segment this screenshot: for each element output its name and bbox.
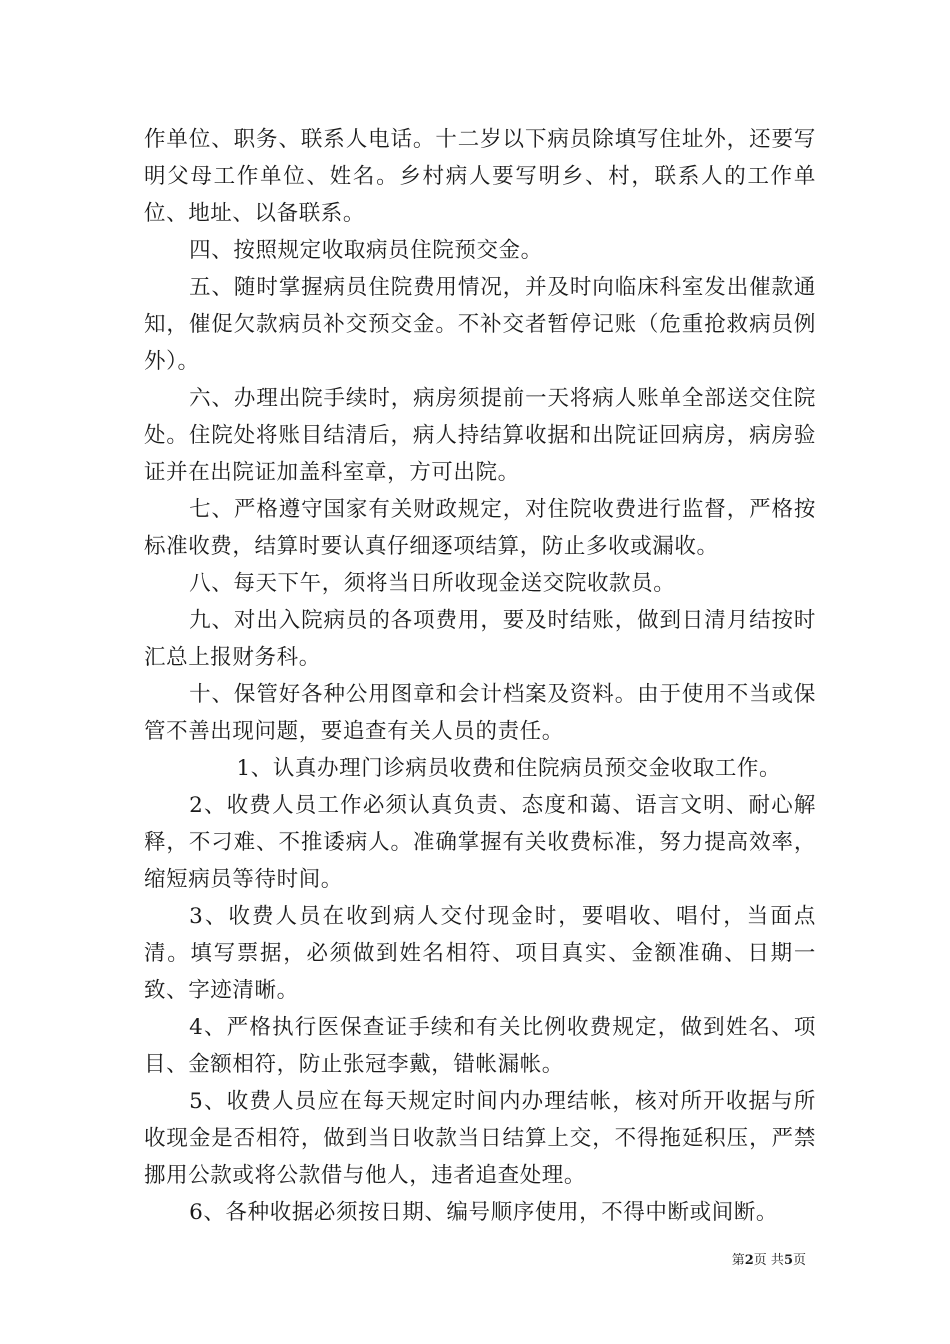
paragraph: 十、保管好各种公用图章和会计档案及资料。由于使用不当或保管不善出现问题，要追查有关人员的责任。 [144,682,816,744]
footer-middle: 页 共 [753,1253,784,1268]
paragraph: 四、按照规定收取病员住院预交金。 [189,238,543,263]
paragraph: 1、认真办理门诊病员收费和住院病员预交金收取工作。 [236,756,782,781]
paragraph: 5、收费人员应在每天规定时间内办理结帐，核对所开收据与所收现金是否相符，做到当日收款当日结算上交，不得拖延积压，严禁挪用公款或将公款借与他人，违者追查处理。 [144,1089,816,1188]
paragraph: 2、收费人员工作必须认真负责、态度和蔼、语言文明、耐心解释，不刁难、不推诿病人。准确掌握有关收费标准，努力提高效率，缩短病员等待时间。 [144,793,816,892]
paragraph: 五、随时掌握病员住院费用情况，并及时向临床科室发出催款通知，催促欠款病员补交预交金。不补交者暂停记账（危重抢救病员例外）。 [144,275,816,374]
paragraph: 六、办理出院手续时，病房须提前一天将病人账单全部送交住院处。住院处将账目结清后，病人持结算收据和出院证回病房，病房验证并在出院证加盖科室章，方可出院。 [144,386,816,485]
paragraph: 6、各种收据必须按日期、编号顺序使用，不得中断或间断。 [189,1200,779,1225]
paragraph: 八、每天下午，须将当日所收现金送交院收款员。 [189,571,676,596]
paragraph: 3、收费人员在收到病人交付现金时，要唱收、唱付，当面点清。填写票据，必须做到姓名相符、项目真实、金额准确、日期一致、字迹清晰。 [144,904,816,1003]
paragraph: 4、严格执行医保查证手续和有关比例收费规定，做到姓名、项目、金额相符，防止张冠李戴，错帐漏帐。 [144,1015,816,1077]
page-footer [732,1249,806,1268]
footer-suffix: 页 [792,1253,806,1268]
total-page-number: 5 [783,1253,793,1268]
paragraph: 九、对出入院病员的各项费用，要及时结账，做到日清月结按时汇总上报财务科。 [144,608,816,670]
paragraph: 作单位、职务、联系人电话。十二岁以下病员除填写住址外，还要写明父母工作单位、姓名。乡村病人要写明乡、村，联系人的工作单位、地址、以备联系。 [144,127,816,226]
paragraph: 七、严格遵守国家有关财政规定，对住院收费进行监督，严格按标准收费，结算时要认真仔细逐项结算，防止多收或漏收。 [144,497,816,559]
current-page-number: 2 [744,1253,754,1268]
document-body [144,121,816,1231]
footer-prefix: 第 [731,1253,745,1268]
